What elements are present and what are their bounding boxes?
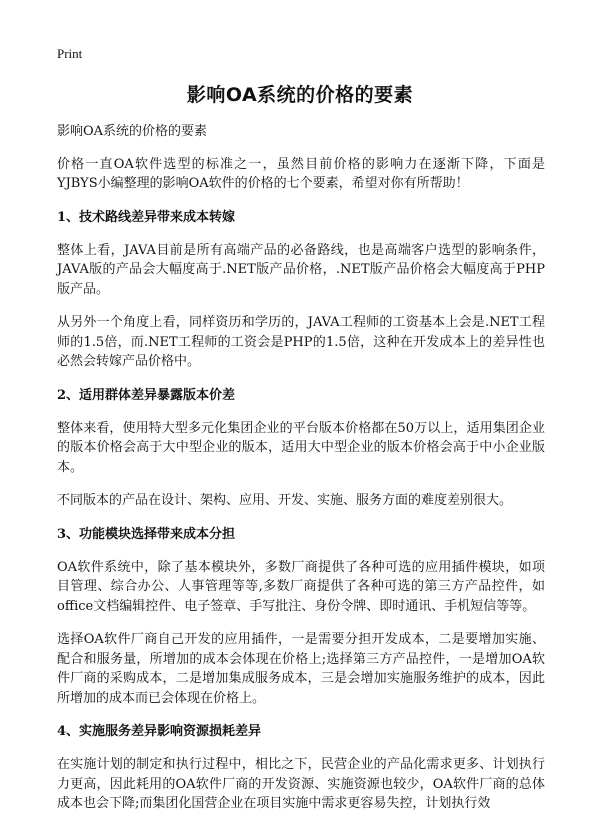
intro-paragraph: 价格一直OA软件选型的标准之一，虽然目前价格的影响力在逐渐下降，下面是YJBYS小编整理的影响OA软件的价格的七个要素，希望对你有所帮助！ xyxy=(57,156,545,191)
section-3-paragraph-2: 选择OA软件厂商自己开发的应用插件，一是需要分担开发成本，二是要增加实施、配合和服务量，所增加的成本会体现在价格上;选择第三方产品控件，一是增加OA软件厂商的采购成本，二是增加集成服务成本，三是会增加实施服务维护的成本，因此所增加的成本而已会体现在价格上。 xyxy=(57,632,545,706)
section-2-paragraph-2: 不同版本的产品在设计、架构、应用、开发、实施、服务方面的难度差别很大。 xyxy=(57,493,513,508)
section-3-paragraph-1: OA软件系统中，除了基本模块外，多数厂商提供了各种可选的应用插件模块，如项目管理、综合办公、人事管理等等,多数厂商提供了各种可选的第三方产品控件，如office文档编辑控件、电子签章、手写批注、身份令牌、即时通讯、手机短信等等。 xyxy=(57,559,545,614)
section-2-heading: 2、适用群体差异暴露版本价差 xyxy=(57,387,236,403)
section-1-paragraph-2: 从另外一个角度上看，同样资历和学历的，JAVA工程师的工资基本上会是.NET工程师的1.5倍，而.NET工程师的工资会是PHP的1.5倍，这种在开发成本上的差异性也必然会转嫁产品价格中。 xyxy=(57,315,545,369)
section-1-paragraph-1: 整体上看，JAVA目前是所有高端产品的必备路线，也是高端客户选型的影响条件，JAVA版的产品会大幅度高于.NET版产品价格，.NET版产品价格会大幅度高于PHP版产品。 xyxy=(57,242,545,297)
section-4-heading: 4、实施服务差异影响资源损耗差异 xyxy=(57,724,262,739)
page-title: 影响OA系统的价格的要素 xyxy=(186,84,414,106)
document-body xyxy=(57,122,545,828)
section-4-paragraph-1: 在实施计划的制定和执行过程中，相比之下，民营企业的产品化需求更多、计划执行力更高，因此耗用的OA软件厂商的开发资源、实施资源也较少，OA软件厂商的总体成本也会下降;而集团化国营企业在项目实施中需求更容易失控，计划执行效 xyxy=(57,757,545,811)
section-3-heading: 3、功能模块选择带来成本分担 xyxy=(57,526,236,542)
print-label: Print xyxy=(57,46,83,61)
document-subtitle: 影响OA系统的价格的要素 xyxy=(57,124,208,139)
section-2-paragraph-1: 整体来看，使用特大型多元化集团企业的平台版本价格都在50万以上，适用集团企业的版本价格会高于大中型企业的版本，适用大中型企业的版本价格会高于中小企业版本。 xyxy=(57,420,545,475)
section-1-heading: 1、技术路线差异带来成本转嫁 xyxy=(57,209,236,225)
